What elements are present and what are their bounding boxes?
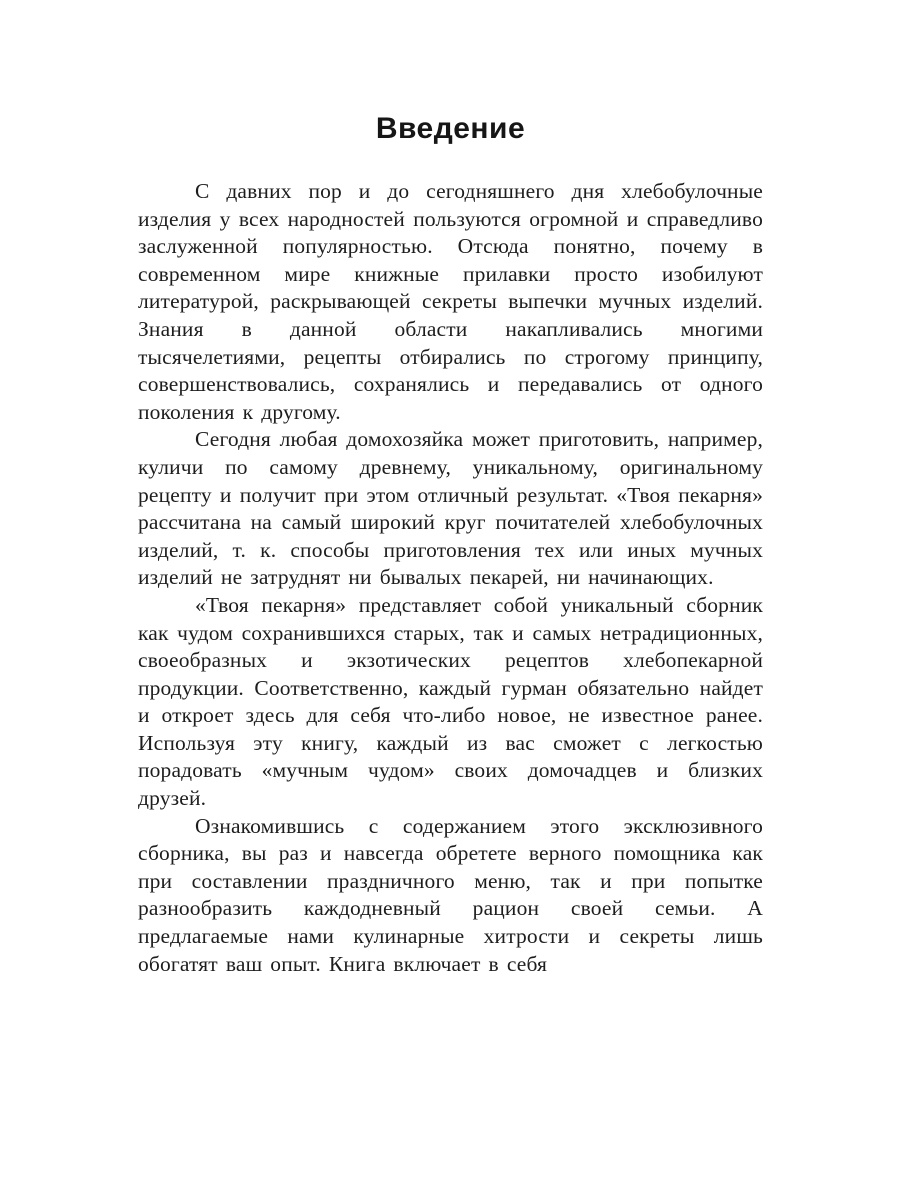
paragraph: Сегодня любая домохозяйка может приготовить, например, куличи по самому древнему, уникальному, оригинальному рецепту и получит при этом отличный результат. «Твоя пекарня» рассчитана на самый широкий круг почитателей хлебобулочных изделий, т. к. способы приготовления тех или иных мучных изделий не затруднят ни бывалых пекарей, ни начинающих. <box>138 427 763 590</box>
chapter-title: Введение <box>375 112 526 145</box>
paragraph: Ознакомившись с содержанием этого эксклюзивного сборника, вы раз и навсегда обретете верного помощника как при составлении праздничного меню, так и при попытке разнообразить каждодневный рацион своей семьи. А предлагаемые нами кулинарные хитрости и секреты лишь обогатят ваш опыт. Книга включает в себя <box>138 813 763 976</box>
paragraph: «Твоя пекарня» представляет собой уникальный сборник как чудом сохранившихся старых, так и самых нетрадиционных, своеобразных и экзотических рецептов хлебопекарной продукции. Соответственно, каждый гурман обязательно найдет и откроет здесь для себя что-либо новое, не известное ранее. Используя эту книгу, каждый из вас сможет с легкостью порадовать «мучным чудом» своих домочадцев и близких друзей. <box>138 592 763 811</box>
paragraph: С давних пор и до сегодняшнего дня хлебобулочные изделия у всех народностей пользуются огромной и справедливо заслуженной популярностью. Отсюда понятно, почему в современном мире книжные прилавки просто изобилуют литературой, раскрывающей секреты выпечки мучных изделий. Знания в данной области накапливались многими тысячелетиями, рецепты отбирались по строгому принципу, совершенствовались, сохранялись и передавались от одного поколения к другому. <box>138 179 763 424</box>
body-text <box>138 178 763 978</box>
